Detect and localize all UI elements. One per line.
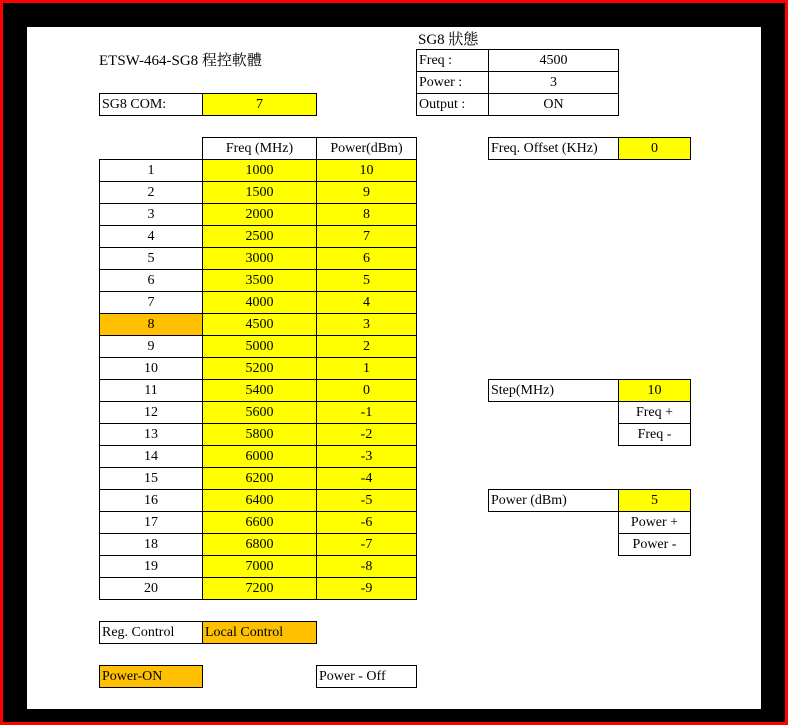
- preset-index-cell[interactable]: 4: [99, 225, 203, 248]
- preset-index-cell[interactable]: 17: [99, 511, 203, 534]
- freq-minus-button[interactable]: Freq -: [618, 423, 691, 446]
- preset-freq-cell[interactable]: 6000: [202, 445, 317, 468]
- preset-freq-cell[interactable]: 7200: [202, 577, 317, 600]
- preset-index-cell[interactable]: 20: [99, 577, 203, 600]
- preset-freq-cell[interactable]: 5200: [202, 357, 317, 380]
- freq-offset-label: Freq. Offset (KHz): [488, 137, 619, 160]
- power-column-header: Power(dBm): [316, 137, 417, 160]
- preset-index-cell[interactable]: 13: [99, 423, 203, 446]
- preset-index-cell[interactable]: 9: [99, 335, 203, 358]
- preset-power-cell[interactable]: 1: [316, 357, 417, 380]
- preset-freq-cell[interactable]: 4500: [202, 313, 317, 336]
- power-plus-button[interactable]: Power +: [618, 511, 691, 534]
- preset-freq-cell[interactable]: 1500: [202, 181, 317, 204]
- preset-index-cell[interactable]: 19: [99, 555, 203, 578]
- reg-control-button[interactable]: Reg. Control: [99, 621, 203, 644]
- preset-power-cell[interactable]: -2: [316, 423, 417, 446]
- preset-power-cell[interactable]: -4: [316, 467, 417, 490]
- freq-offset-input[interactable]: 0: [618, 137, 691, 160]
- window-frame: [3, 3, 785, 722]
- preset-index-cell[interactable]: 16: [99, 489, 203, 512]
- preset-power-cell[interactable]: -5: [316, 489, 417, 512]
- preset-freq-cell[interactable]: 5400: [202, 379, 317, 402]
- status-output-value: ON: [488, 93, 619, 116]
- preset-index-cell[interactable]: 2: [99, 181, 203, 204]
- preset-freq-cell[interactable]: 3500: [202, 269, 317, 292]
- preset-index-cell[interactable]: 15: [99, 467, 203, 490]
- preset-power-cell[interactable]: 9: [316, 181, 417, 204]
- preset-power-cell[interactable]: -9: [316, 577, 417, 600]
- status-power-value: 3: [488, 71, 619, 94]
- com-label: SG8 COM:: [99, 93, 203, 116]
- preset-power-cell[interactable]: 6: [316, 247, 417, 270]
- preset-freq-cell[interactable]: 1000: [202, 159, 317, 182]
- power-level-input[interactable]: 5: [618, 489, 691, 512]
- preset-power-cell[interactable]: -8: [316, 555, 417, 578]
- preset-freq-cell[interactable]: 2000: [202, 203, 317, 226]
- preset-index-cell[interactable]: 1: [99, 159, 203, 182]
- preset-power-cell[interactable]: 4: [316, 291, 417, 314]
- preset-freq-cell[interactable]: 6200: [202, 467, 317, 490]
- page-title: ETSW-464-SG8 程控軟體: [99, 53, 262, 69]
- preset-freq-cell[interactable]: 6400: [202, 489, 317, 512]
- status-output-label: Output :: [416, 93, 489, 116]
- preset-power-cell[interactable]: -6: [316, 511, 417, 534]
- preset-power-cell[interactable]: 2: [316, 335, 417, 358]
- preset-index-cell[interactable]: 14: [99, 445, 203, 468]
- status-freq-value: 4500: [488, 49, 619, 72]
- preset-power-cell[interactable]: -3: [316, 445, 417, 468]
- preset-index-cell[interactable]: 7: [99, 291, 203, 314]
- preset-power-cell[interactable]: 10: [316, 159, 417, 182]
- step-label: Step(MHz): [488, 379, 619, 402]
- preset-power-cell[interactable]: 3: [316, 313, 417, 336]
- preset-power-cell[interactable]: 0: [316, 379, 417, 402]
- spreadsheet-area: [27, 27, 761, 709]
- preset-index-cell[interactable]: 3: [99, 203, 203, 226]
- preset-power-cell[interactable]: -7: [316, 533, 417, 556]
- preset-freq-cell[interactable]: 6600: [202, 511, 317, 534]
- preset-power-cell[interactable]: 7: [316, 225, 417, 248]
- preset-power-cell[interactable]: 8: [316, 203, 417, 226]
- preset-freq-cell[interactable]: 3000: [202, 247, 317, 270]
- preset-power-cell[interactable]: -1: [316, 401, 417, 424]
- preset-freq-cell[interactable]: 6800: [202, 533, 317, 556]
- preset-index-cell[interactable]: 8: [99, 313, 203, 336]
- preset-freq-cell[interactable]: 5800: [202, 423, 317, 446]
- preset-index-cell[interactable]: 18: [99, 533, 203, 556]
- power-minus-button[interactable]: Power -: [618, 533, 691, 556]
- preset-index-cell[interactable]: 5: [99, 247, 203, 270]
- preset-index-cell[interactable]: 10: [99, 357, 203, 380]
- com-port-input[interactable]: 7: [202, 93, 317, 116]
- preset-index-cell[interactable]: 12: [99, 401, 203, 424]
- preset-freq-cell[interactable]: 5000: [202, 335, 317, 358]
- freq-plus-button[interactable]: Freq +: [618, 401, 691, 424]
- freq-column-header: Freq (MHz): [202, 137, 317, 160]
- preset-index-cell[interactable]: 11: [99, 379, 203, 402]
- status-power-label: Power :: [416, 71, 489, 94]
- status-heading: SG8 狀態: [418, 32, 479, 48]
- preset-freq-cell[interactable]: 4000: [202, 291, 317, 314]
- power-level-label: Power (dBm): [488, 489, 619, 512]
- step-input[interactable]: 10: [618, 379, 691, 402]
- preset-freq-cell[interactable]: 2500: [202, 225, 317, 248]
- preset-freq-cell[interactable]: 7000: [202, 555, 317, 578]
- status-freq-label: Freq :: [416, 49, 489, 72]
- preset-index-cell[interactable]: 6: [99, 269, 203, 292]
- preset-power-cell[interactable]: 5: [316, 269, 417, 292]
- local-control-button[interactable]: Local Control: [202, 621, 317, 644]
- power-off-button[interactable]: Power - Off: [316, 665, 417, 688]
- power-on-button[interactable]: Power-ON: [99, 665, 203, 688]
- preset-freq-cell[interactable]: 5600: [202, 401, 317, 424]
